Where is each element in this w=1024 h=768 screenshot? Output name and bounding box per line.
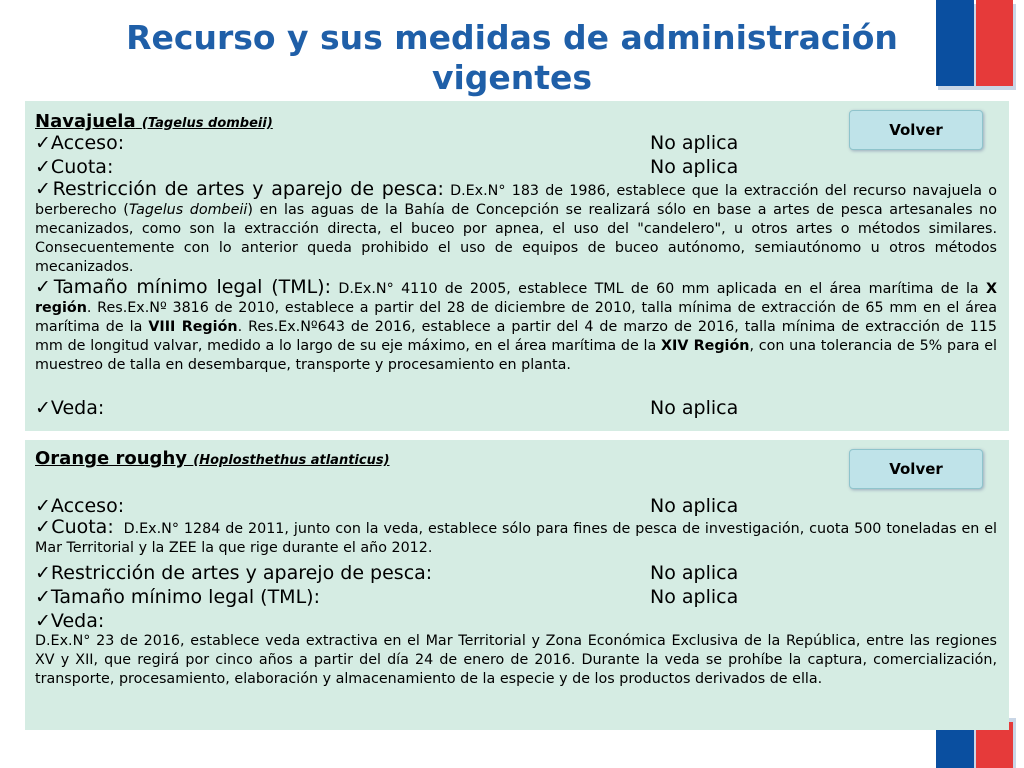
- species-scientific-name: (Hoplosthethus atlanticus): [193, 453, 390, 468]
- check-icon: ✓: [35, 610, 51, 632]
- cuota-row: [35, 155, 113, 179]
- cuota-label: Cuota:: [50, 156, 114, 178]
- section-navajuela: [25, 101, 1009, 431]
- check-icon: ✓: [35, 562, 51, 584]
- check-icon: ✓: [35, 156, 51, 178]
- acceso-row: [35, 131, 124, 155]
- species-name: Orange roughy: [35, 448, 187, 469]
- volver-button[interactable]: Volver: [849, 449, 983, 489]
- tml-paragraph: [35, 278, 997, 375]
- tml-row: [35, 585, 320, 609]
- page-title: [0, 18, 1024, 98]
- acceso-row: [35, 494, 124, 518]
- section-orange-roughy: [25, 440, 1009, 730]
- check-icon: ✓: [35, 586, 51, 608]
- veda-row: [35, 396, 104, 420]
- acceso-label: Acceso:: [50, 132, 125, 154]
- restriccion-value: No aplica: [650, 562, 739, 584]
- check-icon: ✓: [35, 516, 52, 538]
- species-name: Navajuela: [35, 111, 136, 132]
- cuota-text: D.Ex.N° 1284 de 2011, junto con la veda, establece sólo para fines de pesca de investigación, cuota 500 toneladas en el Mar Territorial y la ZEE la que rige durante el año 2012.: [35, 521, 998, 556]
- check-icon: ✓: [35, 397, 51, 419]
- tml-text-2: . Res.Ex.Nº 3816 de 2010, establece a partir del 28 de diciembre de 2010, talla mínima de extracción de 65 mm en el área marítima de la: [35, 300, 997, 335]
- restriccion-label: Restricción de artes y aparejo de pesca:: [50, 562, 433, 584]
- volver-button[interactable]: Volver: [849, 110, 983, 150]
- veda-label: Veda:: [50, 397, 105, 419]
- tml-label: Tamaño mínimo legal (TML):: [53, 276, 332, 298]
- veda-value: No aplica: [650, 397, 739, 419]
- restriccion-species: Tagelus dombeii: [128, 202, 248, 218]
- restriccion-text: D.Ex.N° 183 de 1986, establece que la extracción del recurso navajuela o berberecho (: [35, 183, 998, 218]
- veda-row: [35, 609, 104, 633]
- restriccion-paragraph: [35, 180, 997, 277]
- tml-text-3: . Res.Ex.Nº643 de 2016, establece a partir del 4 de marzo de 2016, talla mínima de extracción de 115 mm de longitud valvar, medido a lo largo de su eje máximo, en el área marítima de la: [35, 319, 998, 354]
- veda-label: Veda:: [50, 610, 105, 632]
- tml-region-x: X región: [35, 281, 998, 316]
- check-icon: ✓: [35, 276, 54, 298]
- species-scientific-name: (Tagelus dombeii): [141, 116, 273, 131]
- tml-region-xiv: XIV Región: [661, 338, 750, 354]
- check-icon: ✓: [35, 132, 51, 154]
- tml-text-4: , con una tolerancia de 5% para el muestreo de talla en desembarque, transporte y procesamiento en planta.: [35, 338, 997, 373]
- flag-logo-top: [936, 0, 1016, 90]
- tml-text: D.Ex.N° 4110 de 2005, establece TML de 60 mm aplicada en el área marítima de la: [338, 281, 979, 297]
- section-title: [35, 448, 390, 472]
- cuota-label: Cuota:: [51, 516, 114, 538]
- check-icon: ✓: [35, 178, 53, 200]
- page-title-line1: Recurso y sus medidas de administración: [126, 18, 898, 57]
- cuota-paragraph: [35, 518, 997, 558]
- acceso-value: No aplica: [650, 132, 739, 154]
- restriccion-label: Restricción de artes y aparejo de pesca:: [52, 178, 444, 200]
- check-icon: ✓: [35, 495, 51, 517]
- acceso-value: No aplica: [650, 495, 739, 517]
- tml-value: No aplica: [650, 586, 739, 608]
- restriccion-row: [35, 561, 432, 585]
- tml-label: Tamaño mínimo legal (TML):: [50, 586, 320, 608]
- acceso-label: Acceso:: [50, 495, 125, 517]
- tml-region-viii: VIII Región: [148, 319, 238, 335]
- page-title-line2: vigentes: [431, 58, 593, 97]
- cuota-value: No aplica: [650, 156, 739, 178]
- veda-paragraph: D.Ex.N° 23 de 2016, establece veda extractiva en el Mar Territorial y Zona Económica Exclusiva de la República, entre las regiones XV y XII, que regirá por cinco años a partir del día 24 de enero de 2016. Durante la veda se prohíbe la captura, comercialización, transporte, procesamiento, elaboración y almacenamiento de la especie y de los productos derivados de ella.: [35, 633, 997, 687]
- restriccion-text-2: ) en las aguas de la Bahía de Concepción se realizará sólo en base a artes de pesca artesanales no mecanizados, como son la extracción directa, el buceo por apnea, el uso del "candelero", u otros artes o métodos similares. Consecuentemente con lo anterior queda prohibido el uso de equipos de buceo autónomo, semiautónomo u otros métodos mecanizados.: [35, 202, 997, 275]
